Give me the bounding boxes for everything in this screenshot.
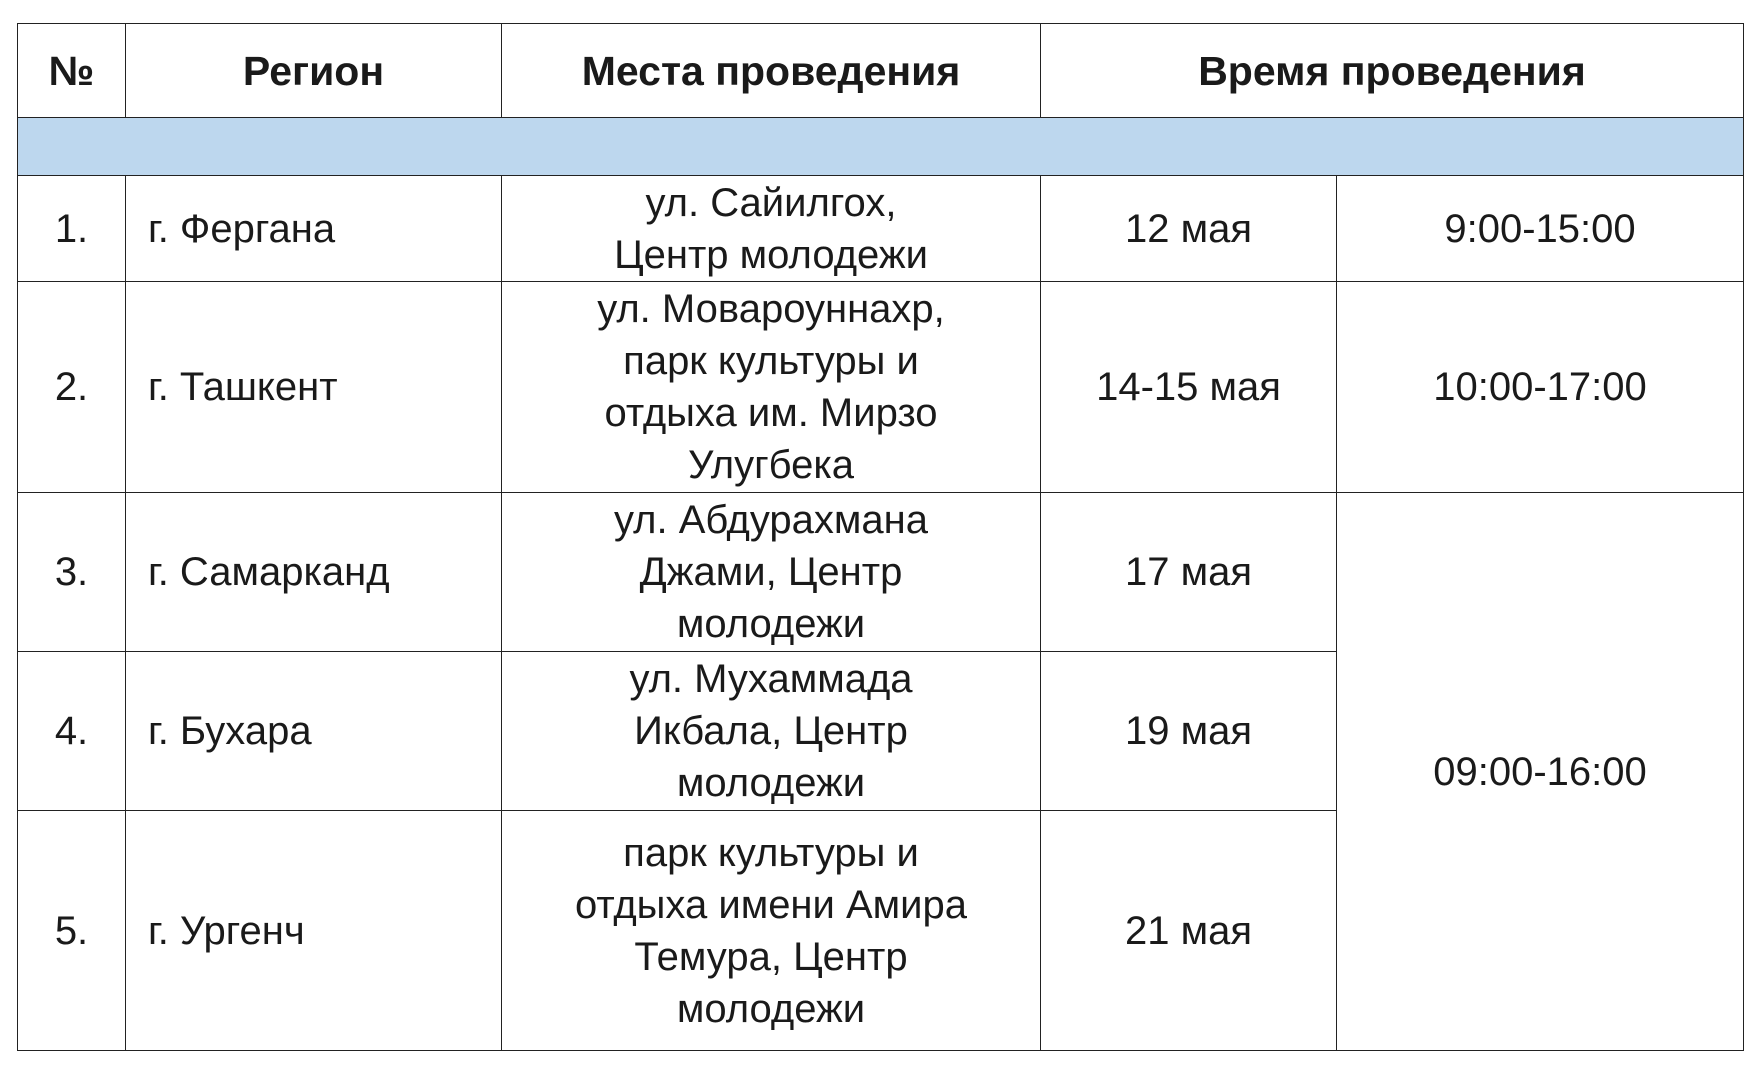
row-num: 3. [18,493,126,652]
separator-band-row [18,118,1744,176]
header-venue: Места проведения [502,24,1041,118]
venue-line: ул. Абдурахмана [614,498,928,542]
header-row [18,24,1744,118]
venue-line: Джами, Центр [639,550,903,594]
venue-line: парк культуры и [623,339,919,383]
row-venue [502,652,1041,811]
separator-band [18,118,1744,176]
schedule-table [17,23,1744,1051]
venue-line: молодежи [676,602,866,646]
row-date: 19 мая [1041,652,1337,811]
row-date: 17 мая [1041,493,1337,652]
row-region: г. Бухара [126,652,502,811]
row-num: 4. [18,652,126,811]
venue-line: ул. Мухаммада [629,657,913,701]
row-venue [502,811,1041,1051]
header-region: Регион [126,24,502,118]
row-venue [502,282,1041,493]
venue-line: отдыха им. Мирзо [604,391,938,435]
row-venue [502,176,1041,282]
row-venue [502,493,1041,652]
row-date: 14-15 мая [1041,282,1337,493]
row-region: г. Ташкент [126,282,502,493]
venue-line: Темура, Центр [634,934,908,979]
row-hours: 10:00-17:00 [1337,282,1744,493]
venue-line: отдыха имени Амира [574,882,967,927]
venue-line: Икбала, Центр [634,709,908,753]
venue-line: Улугбека [688,443,854,487]
venue-line: ул. Мовароуннахр, [597,287,945,331]
header-time: Время проведения [1041,24,1744,118]
row-region: г. Самарканд [126,493,502,652]
table-row [18,493,1744,652]
row-num: 5. [18,811,126,1051]
row-num: 2. [18,282,126,493]
venue-line: молодежи [676,761,866,805]
row-region: г. Фергана [126,176,502,282]
venue-line: Центр молодежи [614,232,928,277]
row-hours-merged: 09:00-16:00 [1337,493,1744,1051]
table-row [18,176,1744,282]
table-row [18,282,1744,493]
venue-line: парк культуры и [623,830,919,875]
venue-line: молодежи [676,986,866,1031]
row-date: 21 мая [1041,811,1337,1051]
row-num: 1. [18,176,126,282]
row-date: 12 мая [1041,176,1337,282]
row-region: г. Ургенч [126,811,502,1051]
venue-line: ул. Сайилгох, [645,180,897,225]
header-num: № [18,24,126,118]
row-hours: 9:00-15:00 [1337,176,1744,282]
